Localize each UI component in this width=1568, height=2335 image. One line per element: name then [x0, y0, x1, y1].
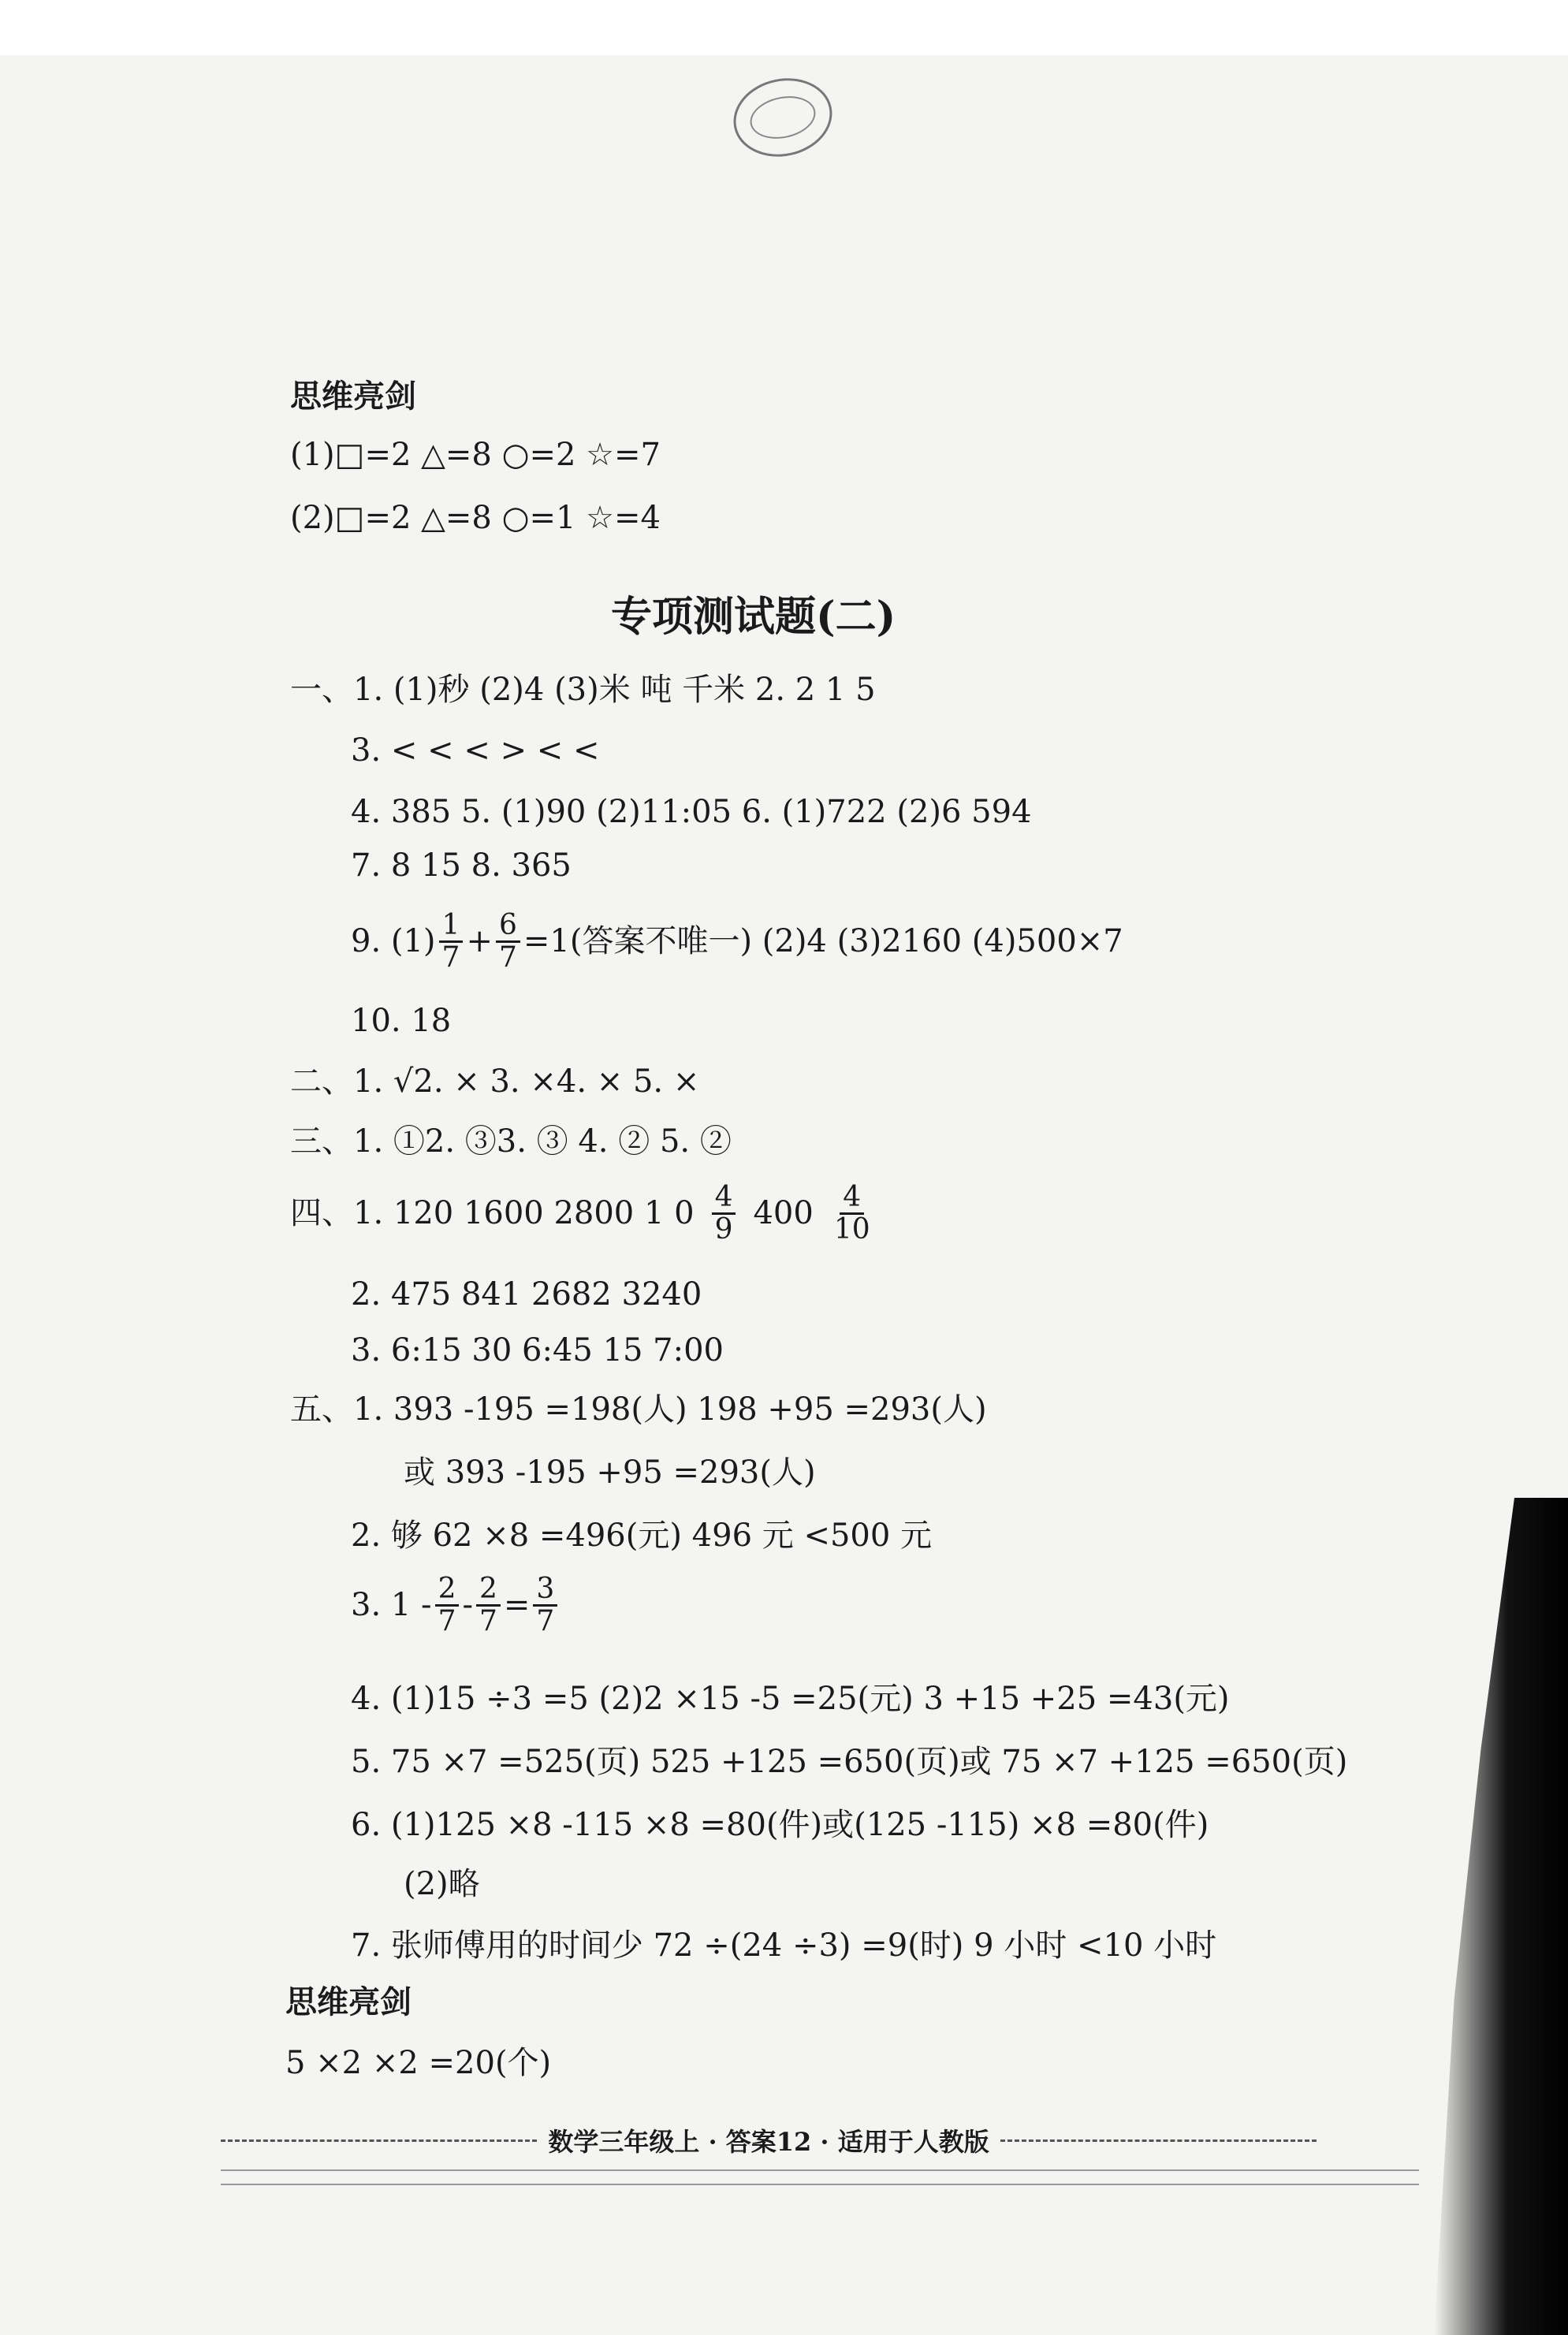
bottom-rule: [221, 2169, 1419, 2171]
fraction: [439, 911, 464, 973]
plus-sign: +: [466, 923, 493, 960]
fraction: [496, 911, 520, 973]
part1-line-1: 一、1. (1)秒 (2)4 (3)米 吨 千米 2. 2 1 5: [290, 672, 876, 708]
part4-line-1: [290, 1182, 891, 1245]
part1-line-5-prefix: 9. (1): [351, 923, 436, 960]
fraction-denominator: 10: [833, 1212, 870, 1246]
fraction: [533, 1574, 557, 1637]
torn-edge-shadow: [1434, 1498, 1568, 2335]
part5-line-2: 或 393 -195 +95 =293(人): [404, 1454, 816, 1491]
part1-line-4: 7. 8 15 8. 365: [351, 847, 572, 884]
fraction: [435, 1574, 460, 1637]
part1-line-5: [351, 911, 1123, 973]
fraction: [712, 1182, 736, 1245]
fraction: [476, 1574, 501, 1637]
section-heading-thinking: 思维亮剑: [290, 378, 416, 415]
bottom-rule: [221, 2184, 1419, 2185]
part4-line-1-middle: 400: [753, 1195, 814, 1232]
part1-line-2: 3. < < < > < <: [351, 732, 600, 769]
fraction-numerator: 2: [435, 1574, 460, 1607]
fraction-numerator: 4: [712, 1182, 736, 1215]
page-top-edge: [0, 0, 1568, 55]
part5-line-4-prefix: 3. 1 -: [351, 1587, 432, 1624]
minus-sign: -: [462, 1587, 473, 1624]
fraction-numerator: 1: [439, 911, 464, 943]
part1-line-5-suffix: =1(答案不唯一) (2)4 (3)2160 (4)500×7: [523, 923, 1123, 960]
part5-line-8: (2)略: [404, 1866, 480, 1902]
thinking-line-1: (1)□=2 △=8 ○=2 ☆=7: [290, 437, 661, 473]
stamp-inner: [747, 91, 820, 144]
part5-line-4: [351, 1574, 561, 1637]
equals-sign: =: [503, 1587, 531, 1624]
thinking-line-2: (2)□=2 △=8 ○=1 ☆=4: [290, 500, 661, 536]
fraction-denominator: 7: [498, 940, 517, 974]
fraction-denominator: 7: [441, 940, 460, 974]
section-heading-thinking-2: 思维亮剑: [285, 1983, 412, 2020]
page-title: 专项测试题(二): [611, 593, 896, 641]
fraction-denominator: 7: [438, 1604, 456, 1637]
part5-line-1: 五、1. 393 -195 =198(人) 198 +95 =293(人): [290, 1391, 987, 1428]
fraction-denominator: 7: [479, 1604, 497, 1637]
part5-line-9: 7. 张师傅用的时间少 72 ÷(24 ÷3) =9(时) 9 小时 <10 小时: [351, 1927, 1217, 1964]
fraction-numerator: 4: [840, 1182, 864, 1215]
part1-line-6: 10. 18: [351, 1003, 452, 1039]
part4-line-2: 2. 475 841 2682 3240: [351, 1276, 702, 1313]
part4-line-3: 3. 6:15 30 6:45 15 7:00: [351, 1332, 724, 1369]
part1-line-3: 4. 385 5. (1)90 (2)11:05 6. (1)722 (2)6 594: [351, 794, 1032, 830]
part5-line-7: 6. (1)125 ×8 -115 ×8 =80(件)或(125 -115) ×8 =80(件): [351, 1807, 1209, 1843]
part5-line-6: 5. 75 ×7 =525(页) 525 +125 =650(页)或 75 ×7 +125 =650(页): [351, 1744, 1348, 1780]
footer-dash-left: [221, 2139, 537, 2142]
part5-line-5: 4. (1)15 ÷3 =5 (2)2 ×15 -5 =25(元) 3 +15 +25 =43(元): [351, 1681, 1230, 1717]
fraction-numerator: 6: [496, 911, 520, 943]
footer-text: 数学三年级上 · 答案12 · 适用于人教版: [548, 2127, 989, 2157]
fraction-denominator: 9: [714, 1212, 733, 1246]
page-footer: [221, 2125, 1317, 2156]
thinking-answer-line: 5 ×2 ×2 =20(个): [285, 2045, 552, 2081]
part2-line: 二、1. √2. × 3. ×4. × 5. ×: [290, 1063, 700, 1100]
fraction-numerator: 3: [533, 1574, 557, 1607]
stamp-seal: [726, 69, 840, 166]
fraction-denominator: 7: [536, 1604, 555, 1637]
part4-line-1-prefix: 四、1. 120 1600 2800 1 0: [290, 1195, 695, 1232]
fraction-numerator: 2: [476, 1574, 501, 1607]
part3-line: 三、1. ①2. ③3. ③ 4. ② 5. ②: [290, 1123, 732, 1160]
footer-dash-right: [1000, 2139, 1317, 2142]
fraction: [831, 1182, 873, 1245]
part5-line-3: 2. 够 62 ×8 =496(元) 496 元 <500 元: [351, 1518, 933, 1554]
